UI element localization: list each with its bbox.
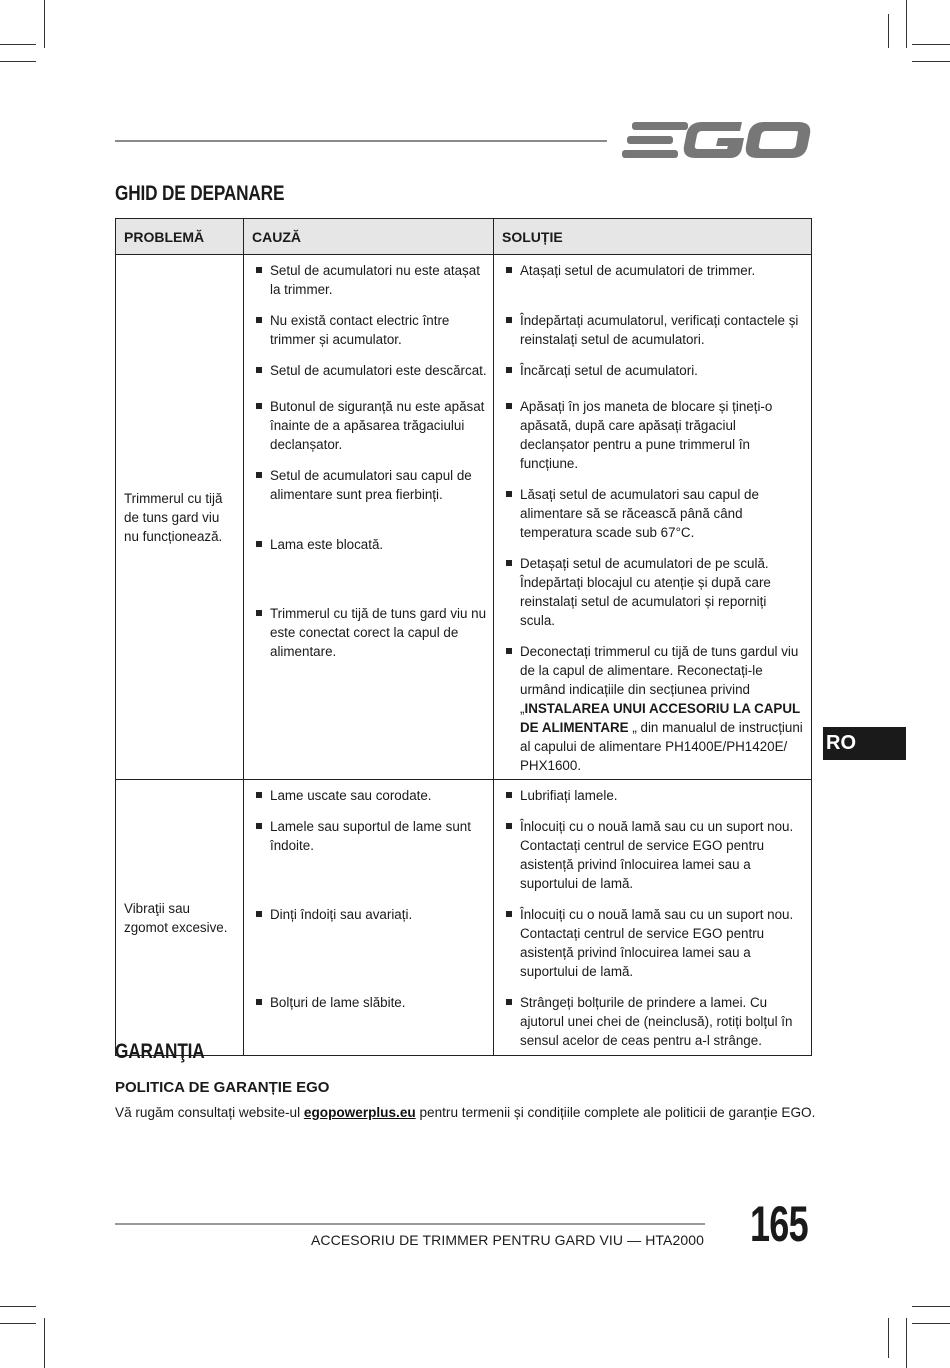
warranty-policy-title: POLITICA DE GARANȚIE EGO: [115, 1079, 330, 1096]
solution-text: „ din manualul de instrucțiuni al capului de alimentare PH1400E/PH1420E/ PHX1600.: [520, 720, 803, 773]
solution-cell: [494, 780, 812, 1056]
crop-mark: [888, 1318, 889, 1358]
solution-item: Încărcați setul de acumulatori.: [502, 361, 805, 385]
problem-cell: Vibraţii sau zgomot excesive.: [116, 780, 244, 1056]
website-link[interactable]: egopowerplus.eu: [303, 1105, 416, 1120]
warranty-paragraph: [115, 1105, 815, 1120]
troubleshooting-table: [115, 218, 812, 1056]
cause-item: Lama este blocată.: [252, 535, 487, 592]
solution-item: Lăsați setul de acumulatori sau capul de alimentare să se răcească până când temperatura scade sub 67°C.: [502, 485, 805, 542]
header-solution: SOLUȚIE: [494, 219, 812, 255]
cause-cell: [244, 780, 494, 1056]
page-number: 165: [750, 1196, 808, 1252]
solution-item: Apăsați în jos maneta de blocare și țineți-o apăsată, după care apăsați trăgaciul declanșator pentru a pune trimmerul în funcțiune.: [502, 397, 805, 473]
cause-item: Nu există contact electric între trimmer și acumulator.: [252, 311, 487, 349]
solution-item: Înlocuiți cu o nouă lamă sau cu un suport nou. Contactați centrul de service EGO pentru asistență privind înlocuirea lamei sau a suportului de lamă.: [502, 817, 805, 893]
cause-cell: [244, 255, 494, 780]
solution-item: Strângeți bolțurile de prindere a lamei. Cu ajutorul unei chei de (neinclusă), rotiți bolțul în sensul acelor de ceas pentru a-l strânge.: [502, 993, 805, 1050]
header-problem: PROBLEMĂ: [116, 219, 244, 255]
section-title-warranty: GARANŢIA: [115, 1040, 205, 1063]
problem-cell: Trimmerul cu tijă de tuns gard viu nu funcționează.: [116, 255, 244, 780]
crop-mark: [888, 14, 889, 48]
crop-mark: [0, 61, 36, 62]
solution-item: Îndepărtați acumulatorul, verificați contactele și reinstalați setul de acumulatori.: [502, 311, 805, 349]
crop-mark: [0, 1323, 36, 1324]
crop-mark: [0, 44, 36, 45]
crop-mark: [0, 1306, 36, 1307]
cause-item: Setul de acumulatori sau capul de alimentare sunt prea fierbinți.: [252, 466, 487, 523]
language-tab: RO: [823, 727, 906, 760]
table-row: [116, 780, 812, 1056]
cause-item: Setul de acumulatori nu este atașat la trimmer.: [252, 261, 487, 299]
solution-item: Înlocuiți cu o nouă lamă sau cu un suport nou. Contactați centrul de service EGO pentru asistență privind înlocuirea lamei sau a suportului de lamă.: [502, 905, 805, 981]
crop-mark: [912, 1306, 950, 1307]
warranty-text: Vă rugăm consultați website-ul: [115, 1105, 304, 1120]
ego-logo: [622, 118, 812, 162]
cause-item: Dinți îndoiți sau avariați.: [252, 905, 487, 981]
crop-mark: [912, 44, 950, 45]
crop-mark: [912, 61, 950, 62]
table-row: [116, 255, 812, 780]
solution-cell: [494, 255, 812, 780]
footer-title: ACCESORIU DE TRIMMER PENTRU GARD VIU — HTA2000: [310, 1232, 704, 1248]
crop-mark: [912, 1323, 950, 1324]
warranty-text: pentru termenii și condițiile complete ale politicii de garanție EGO.: [415, 1105, 816, 1120]
cause-item: Setul de acumulatori este descărcat.: [252, 361, 487, 385]
footer-rule: [115, 1223, 705, 1225]
cause-item: Lamele sau suportul de lame sunt îndoite.: [252, 817, 487, 893]
solution-item: Atașați setul de acumulatori de trimmer.: [502, 261, 805, 299]
solution-item: [502, 642, 805, 775]
table-header-row: [116, 219, 812, 255]
crop-mark: [906, 0, 907, 48]
section-title-troubleshooting: GHID DE DEPANARE: [115, 182, 285, 205]
solution-text: Deconectați trimmerul cu tijă de tuns gardul viu de la capul de alimentare. Reconectați-le urmând indicațiile din secțiunea privind „: [520, 644, 799, 716]
crop-mark: [44, 0, 45, 48]
cause-item: Bolțuri de lame slăbite.: [252, 993, 487, 1012]
header-cause: CAUZĂ: [244, 219, 494, 255]
crop-mark: [44, 1318, 45, 1368]
solution-item: Detașați setul de acumulatori de pe sculă. Îndepărtați blocajul cu atenție și după care reinstalați setul de acumulatori și reporniți scula.: [502, 554, 805, 630]
cause-item: Trimmerul cu tijă de tuns gard viu nu este conectat corect la capul de alimentare.: [252, 604, 487, 661]
solution-bold-text: INSTALAREA UNUI ACCESORIU LA CAPUL DE ALIMENTARE: [520, 701, 800, 735]
cause-item: Lame uscate sau corodate.: [252, 786, 487, 805]
solution-item: Lubrifiați lamele.: [502, 786, 805, 805]
header-rule: [115, 140, 607, 142]
crop-mark: [906, 1318, 907, 1368]
cause-item: Butonul de siguranță nu este apăsat înainte de a apăsarea trăgaciului declanșator.: [252, 397, 487, 454]
